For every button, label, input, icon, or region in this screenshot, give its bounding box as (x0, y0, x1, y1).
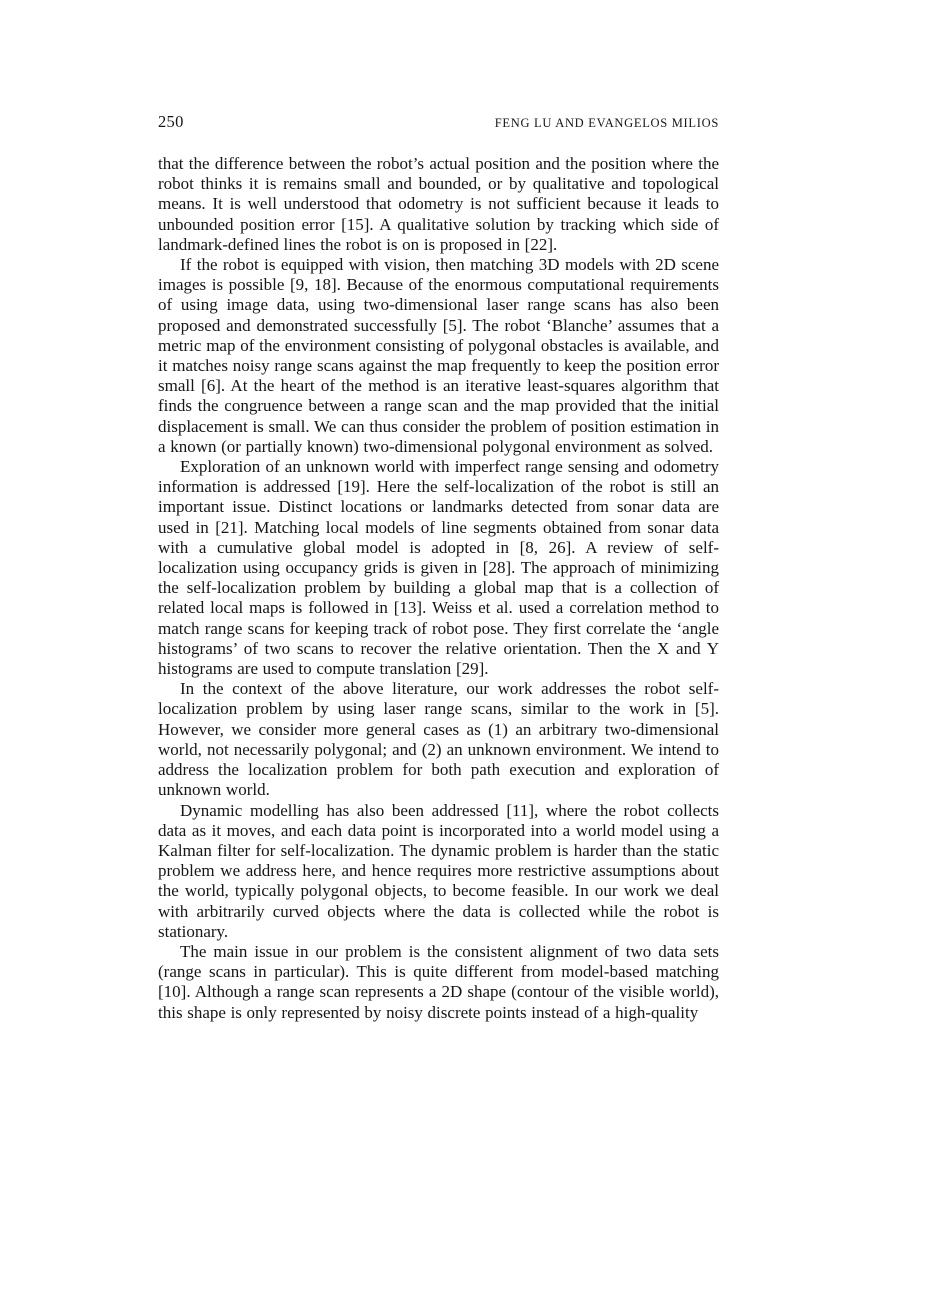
paragraph-2: If the robot is equipped with vision, then matching 3D models with 2D scene images is possible [9, 18]. Because of the enormous computational requirements of using image data, using two-dimensional laser range scans has also been proposed and demonstrated successfully [5]. The robot ‘Blanche’ assumes that a metric map of the environment consisting of polygonal obstacles is available, and it matches noisy range scans against the map frequently to keep the position error small [6]. At the heart of the method is an iterative least-squares algorithm that finds the congruence between a range scan and the map provided that the initial displacement is small. We can thus consider the problem of position estimation in a known (or partially known) two-dimensional polygonal environment as solved. (158, 255, 719, 456)
paragraph-4: In the context of the above literature, our work addresses the robot self-localization problem by using laser range scans, similar to the work in [5]. However, we consider more general cases as (1) an arbitrary two-dimensional world, not necessarily polygonal; and (2) an unknown environment. We intend to address the localization problem for both path execution and exploration of unknown world. (158, 679, 719, 800)
paragraph-1: that the difference between the robot’s actual position and the position where the robot thinks it is remains small and bounded, or by qualitative and topological means. It is well understood that odometry is not sufficient because it leads to unbounded position error [15]. A qualitative solution by tracking which side of landmark-defined lines the robot is on is proposed in [22]. (158, 154, 719, 254)
page-header (158, 112, 719, 132)
body-text (158, 154, 719, 1023)
page-number: 250 (158, 112, 184, 131)
paragraph-6: The main issue in our problem is the consistent alignment of two data sets (range scans in particular). This is quite different from model-based matching [10]. Although a range scan represents a 2D shape (contour of the visible world), this shape is only represented by noisy discrete points instead of a high-quality (158, 941, 719, 1022)
paragraph-5: Dynamic modelling has also been addressed [11], where the robot collects data as it moves, and each data point is incorporated into a world model using a Kalman filter for self-localization. The dynamic problem is harder than the static problem we address here, and hence requires more restrictive assumptions about the world, typically polygonal objects, to become feasible. In our work we deal with arbitrarily curved objects where the data is collected while the robot is stationary. (158, 800, 719, 941)
page-content (158, 112, 719, 1023)
running-head: FENG LU AND EVANGELOS MILIOS (494, 116, 719, 130)
paragraph-3: Exploration of an unknown world with imperfect range sensing and odometry information is addressed [19]. Here the self-localization of the robot is still an important issue. Distinct locations or landmarks detected from sonar data are used in [21]. Matching local models of line segments obtained from sonar data with a cumulative global model is adopted in [8, 26]. A review of self-localization using occupancy grids is given in [28]. The approach of minimizing the self-localization problem by building a global map that is a collection of related local maps is followed in [13]. Weiss et al. used a correlation method to match range scans for keeping track of robot pose. They first correlate the ‘angle histograms’ of two scans to recover the relative orientation. Then the X and Y histograms are used to compute translation [29]. (158, 457, 719, 679)
